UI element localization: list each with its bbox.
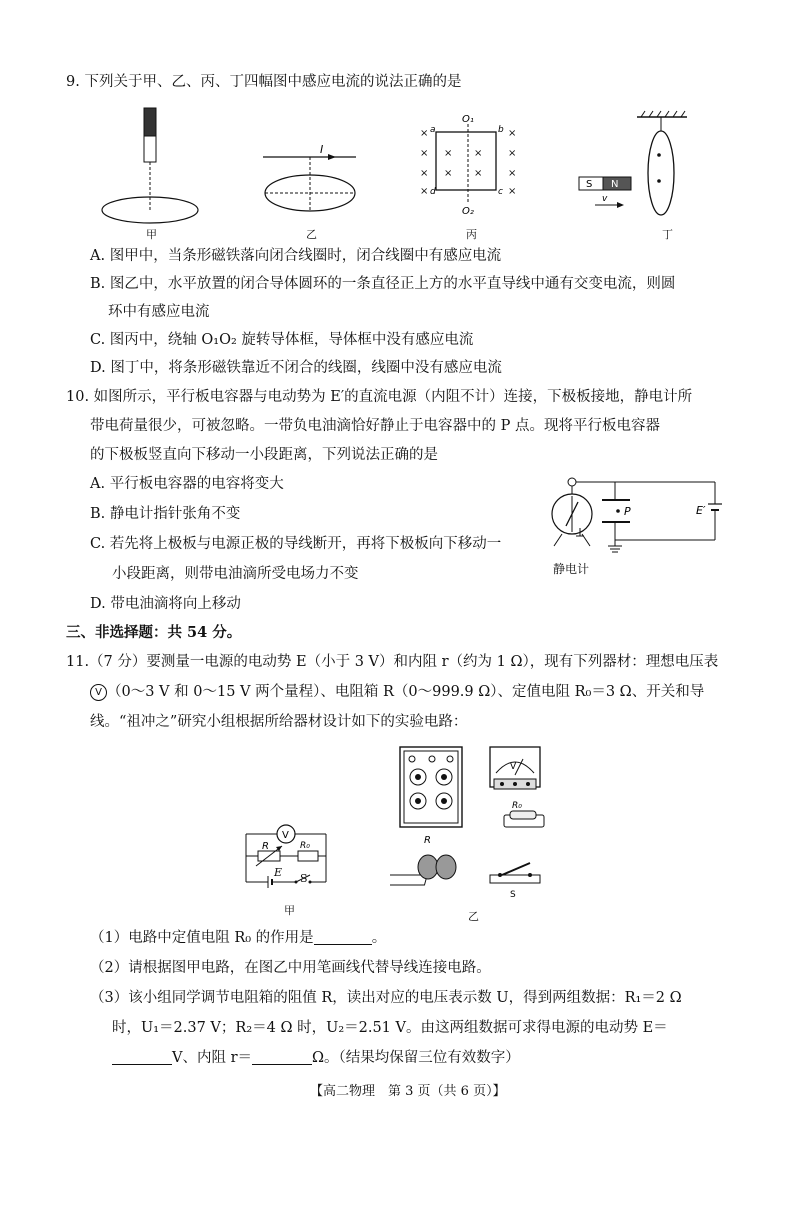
answer-blank-emf[interactable] (112, 1050, 172, 1065)
caption-jia: 甲 (146, 228, 157, 241)
q11-figure-jia-circuit (238, 822, 338, 892)
fixed-resistor-label: R₀ (512, 801, 522, 811)
magnet-s-label: S (586, 179, 593, 190)
q11-part3-line1: （3）该小组同学调节电阻箱的阻值 R，读出对应的电压表示数 U，得到两组数据：R₁＝2 Ω (90, 990, 682, 1006)
magnet-n-label: N (611, 179, 619, 190)
r-label: R (262, 841, 269, 852)
page-footer: 【高二物理 第 3 页（共 6 页）】 (310, 1084, 506, 1099)
electrometer-label: 静电计 (553, 562, 590, 576)
svg-text:×: × (508, 168, 517, 179)
answer-blank-1[interactable] (314, 930, 372, 945)
q9-option-c: C. 图丙中，绕轴 O₁O₂ 旋转导体框，导体框中没有感应电流 (90, 332, 474, 348)
q11-line1: 11.（7 分）要测量一电源的电动势 E（小于 3 V）和内阻 r（约为 1 Ω），现有下列器材：理想电压表 (66, 654, 719, 670)
q10-line2: 带电荷量很少，可被忽略。一带负电油滴恰好静止于电容器中的 P 点。现将平行板电容器 (90, 418, 660, 434)
q10-option-c: C. 若先将上极板与电源正极的导线断开，再将下极板向下移动一 (90, 536, 502, 552)
answer-blank-r[interactable] (252, 1050, 312, 1065)
svg-text:×: × (444, 168, 453, 179)
b-label: b (498, 125, 504, 135)
emf-label: E′ (696, 504, 706, 517)
q9-option-b-cont: 环中有感应电流 (108, 304, 210, 320)
c-label: c (498, 187, 503, 197)
q9-stem: 9. 下列关于甲、乙、丙、丁四幅图中感应电流的说法正确的是 (66, 74, 462, 90)
svg-text:×: × (444, 148, 453, 159)
q9-option-d: D. 图丁中，将条形磁铁靠近不闭合的线圈，线圈中没有感应电流 (90, 360, 502, 376)
q10-option-a: A. 平行板电容器的电容将变大 (90, 476, 284, 492)
svg-text:×: × (474, 148, 483, 159)
resistance-box-label: R (424, 835, 431, 846)
caption-q11-jia: 甲 (284, 904, 295, 917)
svg-text:×: × (474, 168, 483, 179)
svg-text:×: × (508, 148, 517, 159)
o1-label: O₁ (462, 114, 474, 125)
q9-figure-jia (98, 100, 208, 235)
p-point-label: P (624, 505, 631, 518)
q9-figure-bing (418, 110, 523, 220)
q10-circuit-figure (540, 470, 740, 570)
a-label: a (430, 125, 436, 135)
q11-part1-text: （1）电路中定值电阻 R₀ 的作用是 (90, 930, 314, 946)
q11-part3-line2: 时，U₁＝2.37 V；R₂＝4 Ω 时，U₂＝2.51 V。由这两组数据可求得电源的电动势 E＝ (112, 1020, 668, 1036)
caption-q11-yi: 乙 (468, 910, 479, 923)
svg-text:×: × (420, 168, 429, 179)
q11-part3-end: Ω。（结果均保留三位有效数字） (312, 1050, 520, 1066)
current-label: I (320, 143, 324, 156)
voltmeter-box-label: V (510, 762, 517, 772)
q11-part3-line3 (112, 1048, 520, 1068)
q9-option-b: B. 图乙中，水平放置的闭合导体圆环的一条直径正上方的水平直导线中通有交变电流，则圆 (90, 276, 676, 292)
svg-text:×: × (420, 148, 429, 159)
q11-figure-yi-apparatus (390, 745, 570, 905)
switch-label: S (300, 872, 308, 885)
q10-line3: 的下极板竖直向下移动一小段距离，下列说法正确的是 (90, 447, 438, 463)
svg-text:×: × (420, 186, 429, 197)
caption-yi: 乙 (306, 228, 317, 241)
q9-figure-yi (258, 135, 368, 220)
q11-part3-mid: V、内阻 r＝ (172, 1050, 253, 1066)
section-3-heading: 三、非选择题：共 54 分。 (66, 624, 242, 641)
switch-box-label: S (510, 890, 516, 900)
q10-option-b: B. 静电计指针张角不变 (90, 506, 241, 522)
svg-text:×: × (508, 128, 517, 139)
q10-option-d: D. 带电油滴将向上移动 (90, 596, 241, 612)
velocity-label: v (602, 194, 608, 204)
q11-part2: （2）请根据图甲电路，在图乙中用笔画线代替导线连接电路。 (90, 960, 491, 976)
q10-line1: 10. 如图所示，平行板电容器与电动势为 E′的直流电源（内阻不计）连接，下极板接地，静电计所 (66, 389, 693, 405)
q11-part1 (90, 928, 386, 948)
e-label: E (274, 866, 283, 879)
q10-option-c-cont: 小段距离，则带电油滴所受电场力不变 (112, 566, 359, 582)
d-label: d (430, 187, 436, 197)
q9-figure-ding (575, 105, 695, 225)
svg-text:×: × (508, 186, 517, 197)
q9-option-a: A. 图甲中，当条形磁铁落向闭合线圈时，闭合线圈中有感应电流 (90, 248, 502, 264)
q11-part1-end: 。 (371, 930, 387, 946)
q11-line2-text: （0～3 V 和 0～15 V 两个量程）、电阻箱 R（0～999.9 Ω）、定值电阻 R₀＝3 Ω、开关和导 (107, 684, 705, 700)
r0-label: R₀ (300, 841, 310, 851)
q11-line2 (90, 682, 704, 702)
voltmeter-symbol: V (90, 684, 107, 701)
q11-line3: 线。“祖冲之”研究小组根据所给器材设计如下的实验电路： (90, 714, 468, 730)
o2-label: O₂ (462, 206, 474, 217)
voltmeter-label: V (282, 830, 289, 841)
svg-text:×: × (420, 128, 429, 139)
caption-bing: 丙 (466, 228, 477, 241)
caption-ding: 丁 (662, 228, 673, 241)
